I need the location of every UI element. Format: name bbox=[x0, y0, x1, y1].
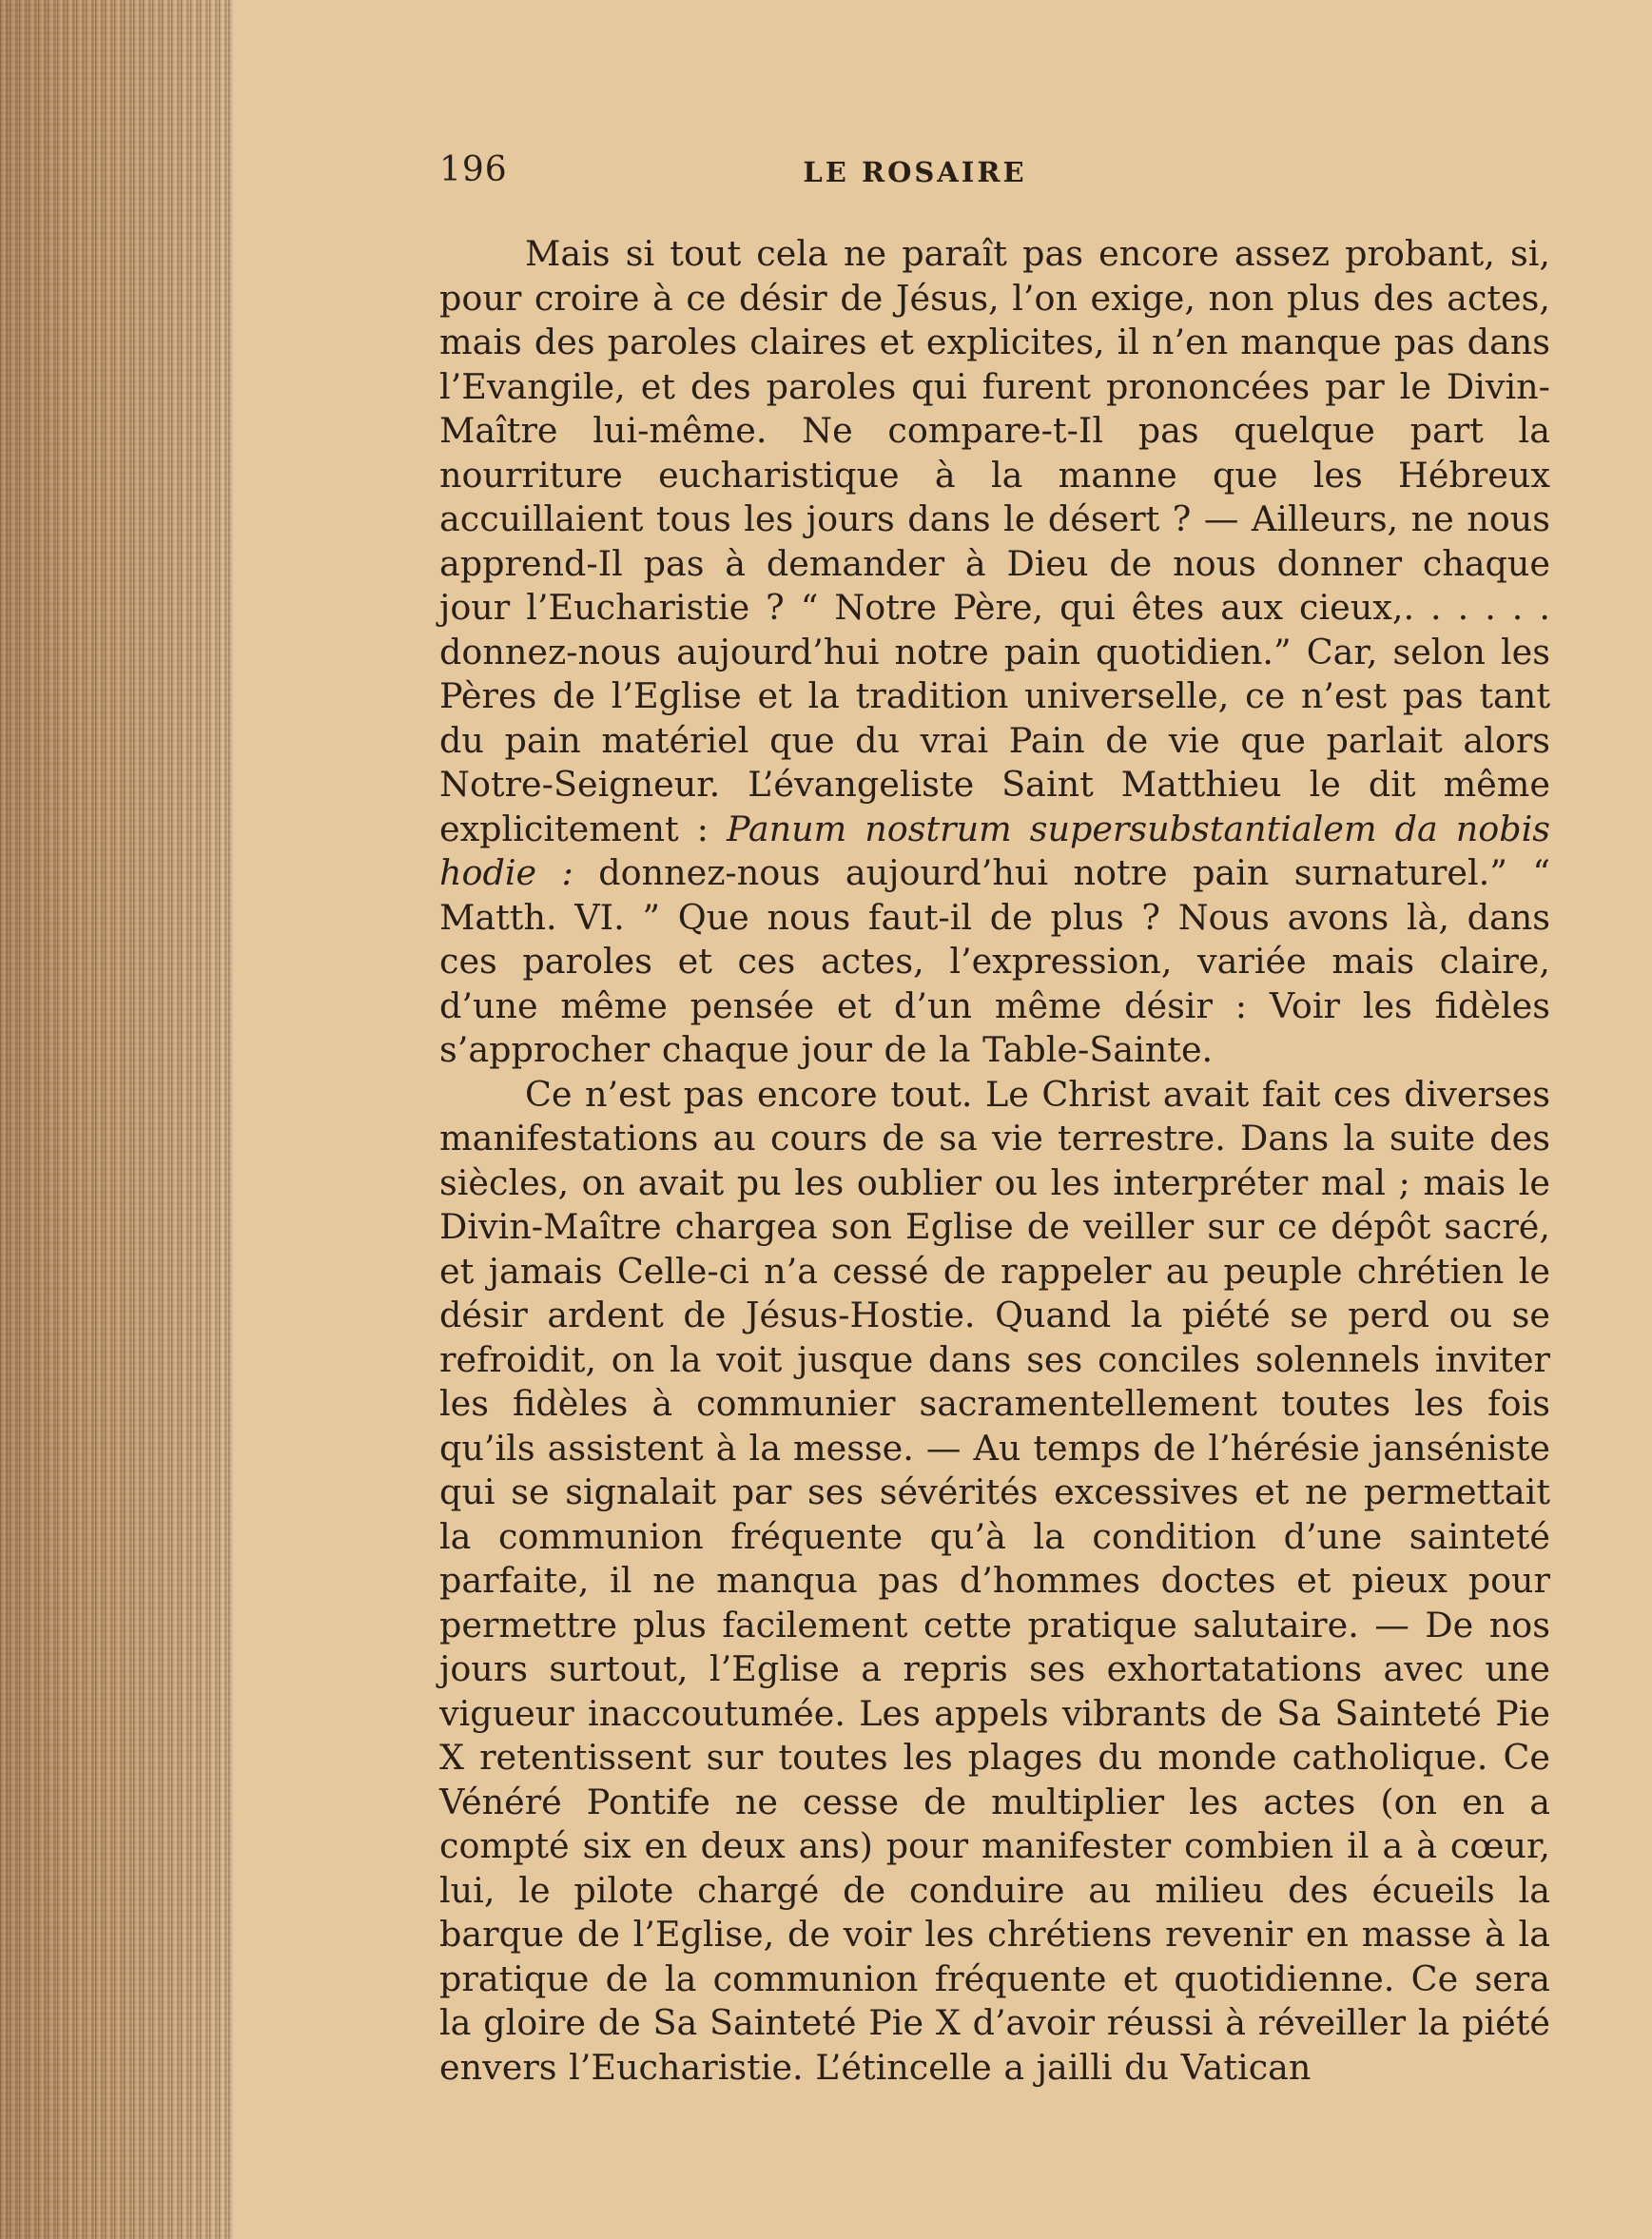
paragraph-1-text-start: Mais si tout cela ne paraît pas encore assez probant, si, pour croire à ce désir de Jésus, l’on exige, non plus des actes, mais des paroles claires et explicites, il n’en manque pas dans l’Evangile, et des paroles qui furent prononcées par le Divin-Maître lui-même. Ne compare-t-Il pas quelque part la nourriture eucharistique à la manne que les Hébreux accuillaient tous les jours dans le désert ? — Ailleurs, ne nous apprend-Il pas à demander à Dieu de nous donner chaque jour l’Eucharistie ? “ Notre Père, qui êtes aux cieux,. . . . . . donnez-nous aujourd’hui notre pain quotidien.” Car, selon les Pères de l’Eglise et la tradition universelle, ce n’est pas tant du pain matériel que du vrai Pain de vie que parlait alors Notre-Seigneur. L’évangeliste Saint Matthieu le dit même explicitement : bbox=[439, 233, 1550, 849]
running-title: LE ROSAIRE bbox=[803, 156, 1027, 188]
paragraph-2: Ce n’est pas encore tout. Le Christ avait fait ces diverses manifestations au cours de sa vie terrestre. Dans la suite des siècles, on avait pu les oublier ou les interpréter mal ; mais le Divin-Maître chargea son Eglise de veiller sur ce dépôt sacré, et jamais Celle-ci n’a cessé de rappeler au peuple chrétien le désir ardent de Jésus-Hostie. Quand la piété se perd ou se refroidit, on la voit jusque dans ses conciles solennels inviter les fidèles à communier sacramentellement toutes les fois qu’ils assistent à la messe. — Au temps de l’hérésie janséniste qui se signalait par ses sévérités excessives et ne permettait la communion fréquente qu’à la condition d’une sainteté parfaite, il ne manqua pas d’hommes doctes et pieux pour permettre plus facilement cette pratique salutaire. — De nos jours surtout, l’Eglise a repris ses exhortatations avec une vigueur inaccoutumée. Les appels vibrants de Sa Sainteté Pie X retentissent sur toutes les plages du monde catholique. Ce Vénéré Pontife ne cesse de multiplier les actes (on en a compté six en deux ans) pour manifester combien il a à cœur, lui, le pilote chargé de conduire au milieu des écueils la barque de l’Eglise, de voir les chrétiens revenir en masse à la pratique de la communion fréquente et quotidienne. Ce sera la gloire de Sa Sainteté Pie X d’avoir réussi à réveiller la piété envers l’Eucharistie. L’étincelle a jailli du Vatican bbox=[439, 1073, 1550, 2088]
paragraph-1 bbox=[439, 232, 1550, 1073]
page-header bbox=[439, 150, 1552, 198]
book-gutter bbox=[0, 0, 233, 2239]
page-number: 196 bbox=[439, 150, 508, 189]
page-body bbox=[439, 232, 1550, 2090]
paragraph-1-text-end: donnez-nous aujourd’hui notre pain surnaturel.” “ Matth. VI. ” Que nous faut-il de plus ? Nous avons là, dans ces paroles et ces actes, l’expression, variée mais claire, d’une même pensée et d’un même désir : Voir les fidèles s’approcher chaque jour de la Table-Sainte. bbox=[439, 852, 1550, 1070]
latin-quotation: Panum nostrum supersubstantialem da nobis hodie : bbox=[439, 808, 1550, 893]
